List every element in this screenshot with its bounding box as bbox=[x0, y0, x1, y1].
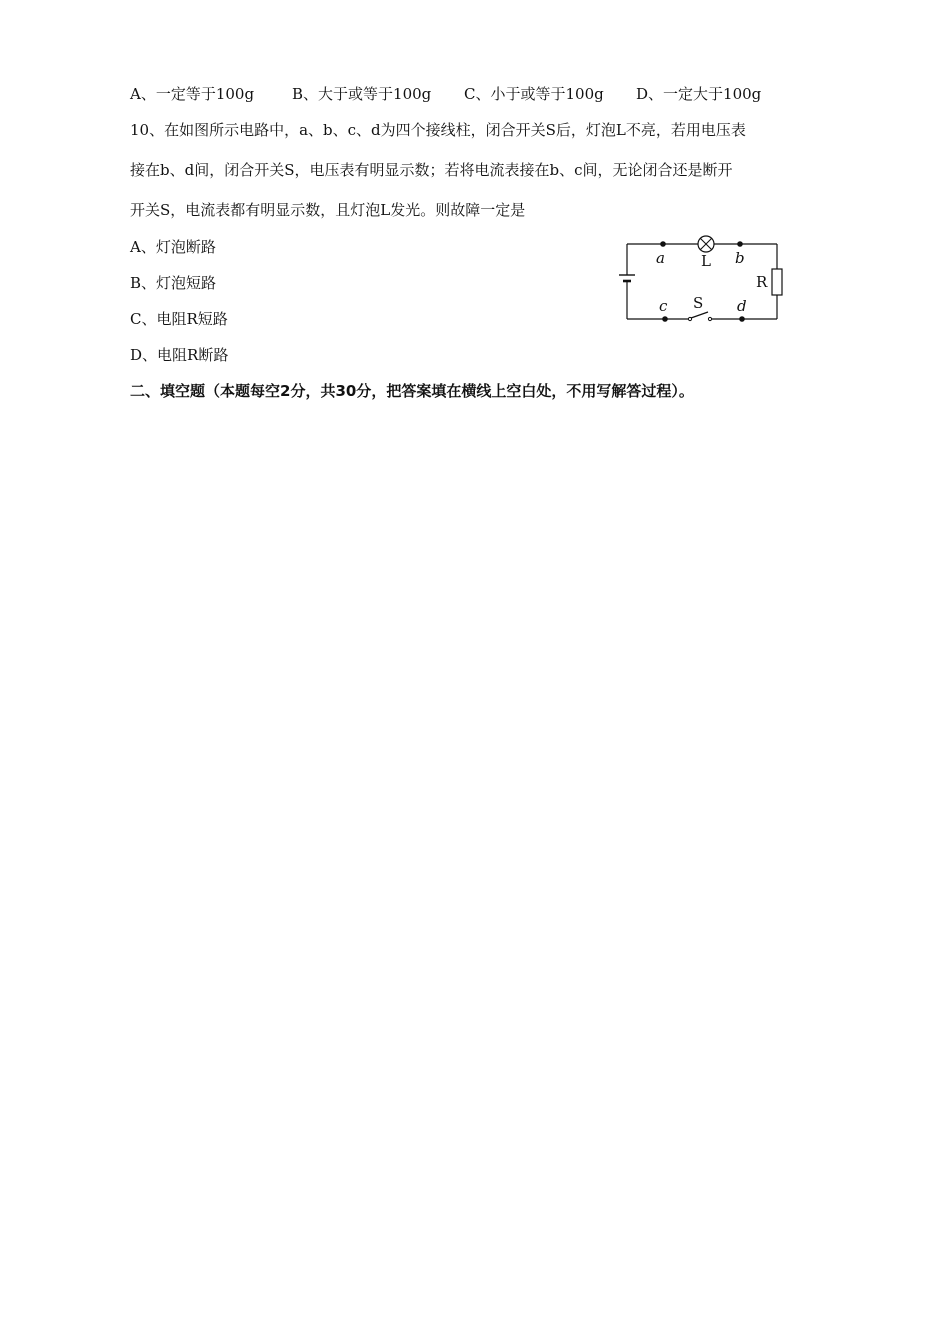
q9-options-row bbox=[130, 84, 761, 104]
terminal-b bbox=[737, 241, 743, 247]
q10-option-c: C、电阻R短路 bbox=[130, 310, 228, 328]
terminal-c bbox=[662, 316, 668, 322]
section-2-heading: 二、填空题（本题每空2分，共30分，把答案填在横线上空白处，不用写解答过程）。 bbox=[130, 382, 694, 400]
label-switch: S bbox=[693, 294, 704, 312]
q10-option-d: D、电阻R断路 bbox=[130, 346, 229, 364]
q9-option-b: B、大于或等于100g bbox=[292, 85, 432, 103]
label-a: a bbox=[656, 249, 665, 267]
lamp-icon bbox=[698, 236, 714, 252]
resistor-icon bbox=[772, 269, 782, 295]
q10-text-line-2: 接在b、d间，闭合开关S，电压表有明显示数；若将电流表接在b、c间，无论闭合还是断开 bbox=[130, 161, 733, 179]
q10-text-line-1: 10、在如图所示电路中，a、b、c、d为四个接线柱，闭合开关S后，灯泡L不亮，若用电压表 bbox=[130, 121, 746, 139]
q10-option-b: B、灯泡短路 bbox=[130, 274, 217, 292]
q9-option-d: D、一定大于100g bbox=[636, 85, 762, 103]
circuit-diagram bbox=[610, 232, 810, 332]
label-b: b bbox=[735, 249, 745, 267]
terminal-a bbox=[660, 241, 666, 247]
q10-text-line-3: 开关S，电流表都有明显示数，且灯泡L发光。则故障一定是 bbox=[130, 201, 526, 219]
switch-icon bbox=[688, 312, 711, 321]
label-c: c bbox=[659, 297, 668, 315]
label-lamp: L bbox=[701, 252, 711, 270]
q9-option-a: A、一定等于100g bbox=[130, 85, 255, 103]
battery-icon bbox=[619, 275, 635, 281]
terminal-d bbox=[739, 316, 745, 322]
label-resistor: R bbox=[756, 273, 768, 291]
q9-option-c: C、小于或等于100g bbox=[464, 85, 604, 103]
q10-option-a: A、灯泡断路 bbox=[130, 238, 216, 256]
label-d: d bbox=[737, 297, 747, 315]
